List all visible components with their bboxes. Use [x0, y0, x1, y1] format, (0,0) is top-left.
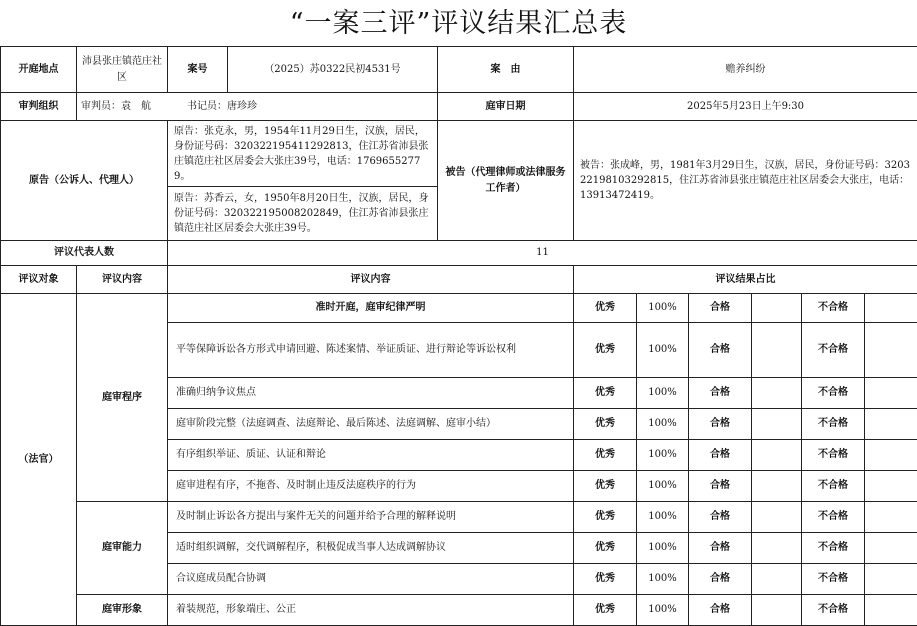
summary-table	[0, 46, 917, 626]
criterion-text: 准确归纳争议焦点	[168, 378, 574, 409]
rating-pass-label: 合格	[689, 471, 752, 502]
panel-label: 审判组织	[1, 93, 77, 121]
rating-pass-value	[752, 409, 802, 440]
rating-fail-value	[865, 533, 917, 564]
rating-excellent-value: 100%	[637, 378, 689, 409]
rating-fail-label: 不合格	[802, 409, 865, 440]
rating-excellent-value: 100%	[637, 471, 689, 502]
col-detail: 评议内容	[168, 266, 574, 294]
rating-pass-value	[752, 502, 802, 533]
rating-pass-label: 合格	[689, 595, 752, 626]
group-name: 庭审形象	[77, 595, 168, 626]
rating-excellent-label: 优秀	[574, 595, 637, 626]
defendant-label: 被告（代理律师或法律服务工作者）	[438, 121, 574, 241]
rating-pass-value	[752, 533, 802, 564]
rating-excellent-label: 优秀	[574, 378, 637, 409]
plaintiff-1: 原告：张克永，男，1954年11月29日生，汉族，居民，身份证号码：320322195411292813，住江苏省沛县张庄镇范庄社区居委会大张庄39号，电话：17696552779。	[168, 121, 438, 187]
page-title: “一案三评”评议结果汇总表	[0, 4, 917, 44]
group-name: 庭审能力	[77, 502, 168, 595]
rating-pass-value	[752, 378, 802, 409]
date-label: 庭审日期	[438, 93, 574, 121]
rating-fail-label: 不合格	[802, 294, 865, 323]
rating-pass-value	[752, 564, 802, 595]
rating-excellent-label: 优秀	[574, 502, 637, 533]
rating-excellent-value: 100%	[637, 502, 689, 533]
rating-pass-label: 合格	[689, 564, 752, 595]
rating-fail-value	[865, 440, 917, 471]
col-result: 评议结果占比	[574, 266, 917, 294]
rating-excellent-label: 优秀	[574, 533, 637, 564]
rating-pass-label: 合格	[689, 533, 752, 564]
criterion-text: 合议庭成员配合协调	[168, 564, 574, 595]
col-content: 评议内容	[77, 266, 168, 294]
rating-fail-value	[865, 471, 917, 502]
rating-pass-value	[752, 471, 802, 502]
rating-excellent-label: 优秀	[574, 564, 637, 595]
rating-fail-value	[865, 323, 917, 378]
object-value: （法官）	[1, 294, 77, 626]
rating-pass-label: 合格	[689, 294, 752, 323]
col-object: 评议对象	[1, 266, 77, 294]
rating-fail-label: 不合格	[802, 378, 865, 409]
table-row	[1, 502, 917, 533]
defendant-value: 被告：张成峰，男，1981年3月29日生，汉族，居民，身份证号码：320322198103292815，住江苏省沛县张庄镇范庄社区居委会大张庄，电话：13913472419。	[574, 121, 917, 241]
date-value: 2025年5月23日上午9:30	[574, 93, 917, 121]
rating-fail-label: 不合格	[802, 502, 865, 533]
rating-fail-value	[865, 378, 917, 409]
rating-excellent-label: 优秀	[574, 440, 637, 471]
rating-fail-value	[865, 502, 917, 533]
rating-excellent-label: 优秀	[574, 471, 637, 502]
criterion-text: 及时制止诉讼各方提出与案件无关的问题并给予合理的解释说明	[168, 502, 574, 533]
rating-fail-label: 不合格	[802, 533, 865, 564]
plaintiff-label: 原告（公诉人、代理人）	[1, 121, 168, 241]
rating-pass-value	[752, 323, 802, 378]
cause-label: 案 由	[438, 47, 574, 93]
rating-pass-value	[752, 294, 802, 323]
rating-excellent-value: 100%	[637, 533, 689, 564]
rating-fail-value	[865, 595, 917, 626]
rating-fail-value	[865, 409, 917, 440]
reps-value: 11	[168, 241, 917, 266]
rating-fail-label: 不合格	[802, 440, 865, 471]
criterion-text: 庭审阶段完整（法庭调查、法庭辩论、最后陈述、法庭调解、庭审小结）	[168, 409, 574, 440]
rating-pass-label: 合格	[689, 502, 752, 533]
rating-excellent-value: 100%	[637, 323, 689, 378]
group-name: 庭审程序	[77, 294, 168, 502]
evaluation-rows	[1, 294, 917, 626]
rating-fail-value	[865, 564, 917, 595]
table-row	[1, 595, 917, 626]
panel-value	[77, 93, 438, 121]
criterion-text: 着装规范，形象端庄、公正	[168, 595, 574, 626]
rating-pass-label: 合格	[689, 323, 752, 378]
criterion-text: 适时组织调解，交代调解程序，积极促成当事人达成调解协议	[168, 533, 574, 564]
case-no-label: 案号	[168, 47, 228, 93]
plaintiff-2: 原告：苏香云，女，1950年8月20日生，汉族，居民，身份证号码：320322195008202849，住江苏省沛县张庄镇范庄社区居委会大张庄39号。	[168, 187, 438, 241]
rating-pass-label: 合格	[689, 409, 752, 440]
rating-fail-label: 不合格	[802, 564, 865, 595]
rating-excellent-value: 100%	[637, 409, 689, 440]
rating-excellent-label: 优秀	[574, 409, 637, 440]
court-place-value: 沛县张庄镇范庄社区	[77, 47, 168, 93]
rating-pass-value	[752, 595, 802, 626]
rating-excellent-label: 优秀	[574, 323, 637, 378]
criterion-text: 庭审进程有序，不拖沓、及时制止违反法庭秩序的行为	[168, 471, 574, 502]
rating-excellent-value: 100%	[637, 440, 689, 471]
rating-fail-label: 不合格	[802, 323, 865, 378]
court-place-label: 开庭地点	[1, 47, 77, 93]
rating-excellent-value: 100%	[637, 564, 689, 595]
clerk-text: 书记员：唐珍珍	[187, 101, 257, 112]
case-no-value: （2025）苏0322民初4531号	[228, 47, 438, 93]
criterion-text: 有序组织举证、质证、认证和辩论	[168, 440, 574, 471]
judge-text: 审判员：袁 航	[81, 101, 151, 112]
rating-pass-value	[752, 440, 802, 471]
rating-fail-value	[865, 294, 917, 323]
reps-label: 评议代表人数	[1, 241, 168, 266]
rating-pass-label: 合格	[689, 440, 752, 471]
table-row	[1, 294, 917, 323]
rating-pass-label: 合格	[689, 378, 752, 409]
cause-value: 赡养纠纷	[574, 47, 917, 93]
rating-fail-label: 不合格	[802, 595, 865, 626]
rating-fail-label: 不合格	[802, 471, 865, 502]
rating-excellent-value: 100%	[637, 595, 689, 626]
rating-excellent-value: 100%	[637, 294, 689, 323]
rating-excellent-label: 优秀	[574, 294, 637, 323]
criterion-text: 准时开庭，庭审纪律严明	[168, 294, 574, 323]
criterion-text: 平等保障诉讼各方形式申请回避、陈述案情、举证质证、进行辩论等诉讼权利	[168, 323, 574, 378]
